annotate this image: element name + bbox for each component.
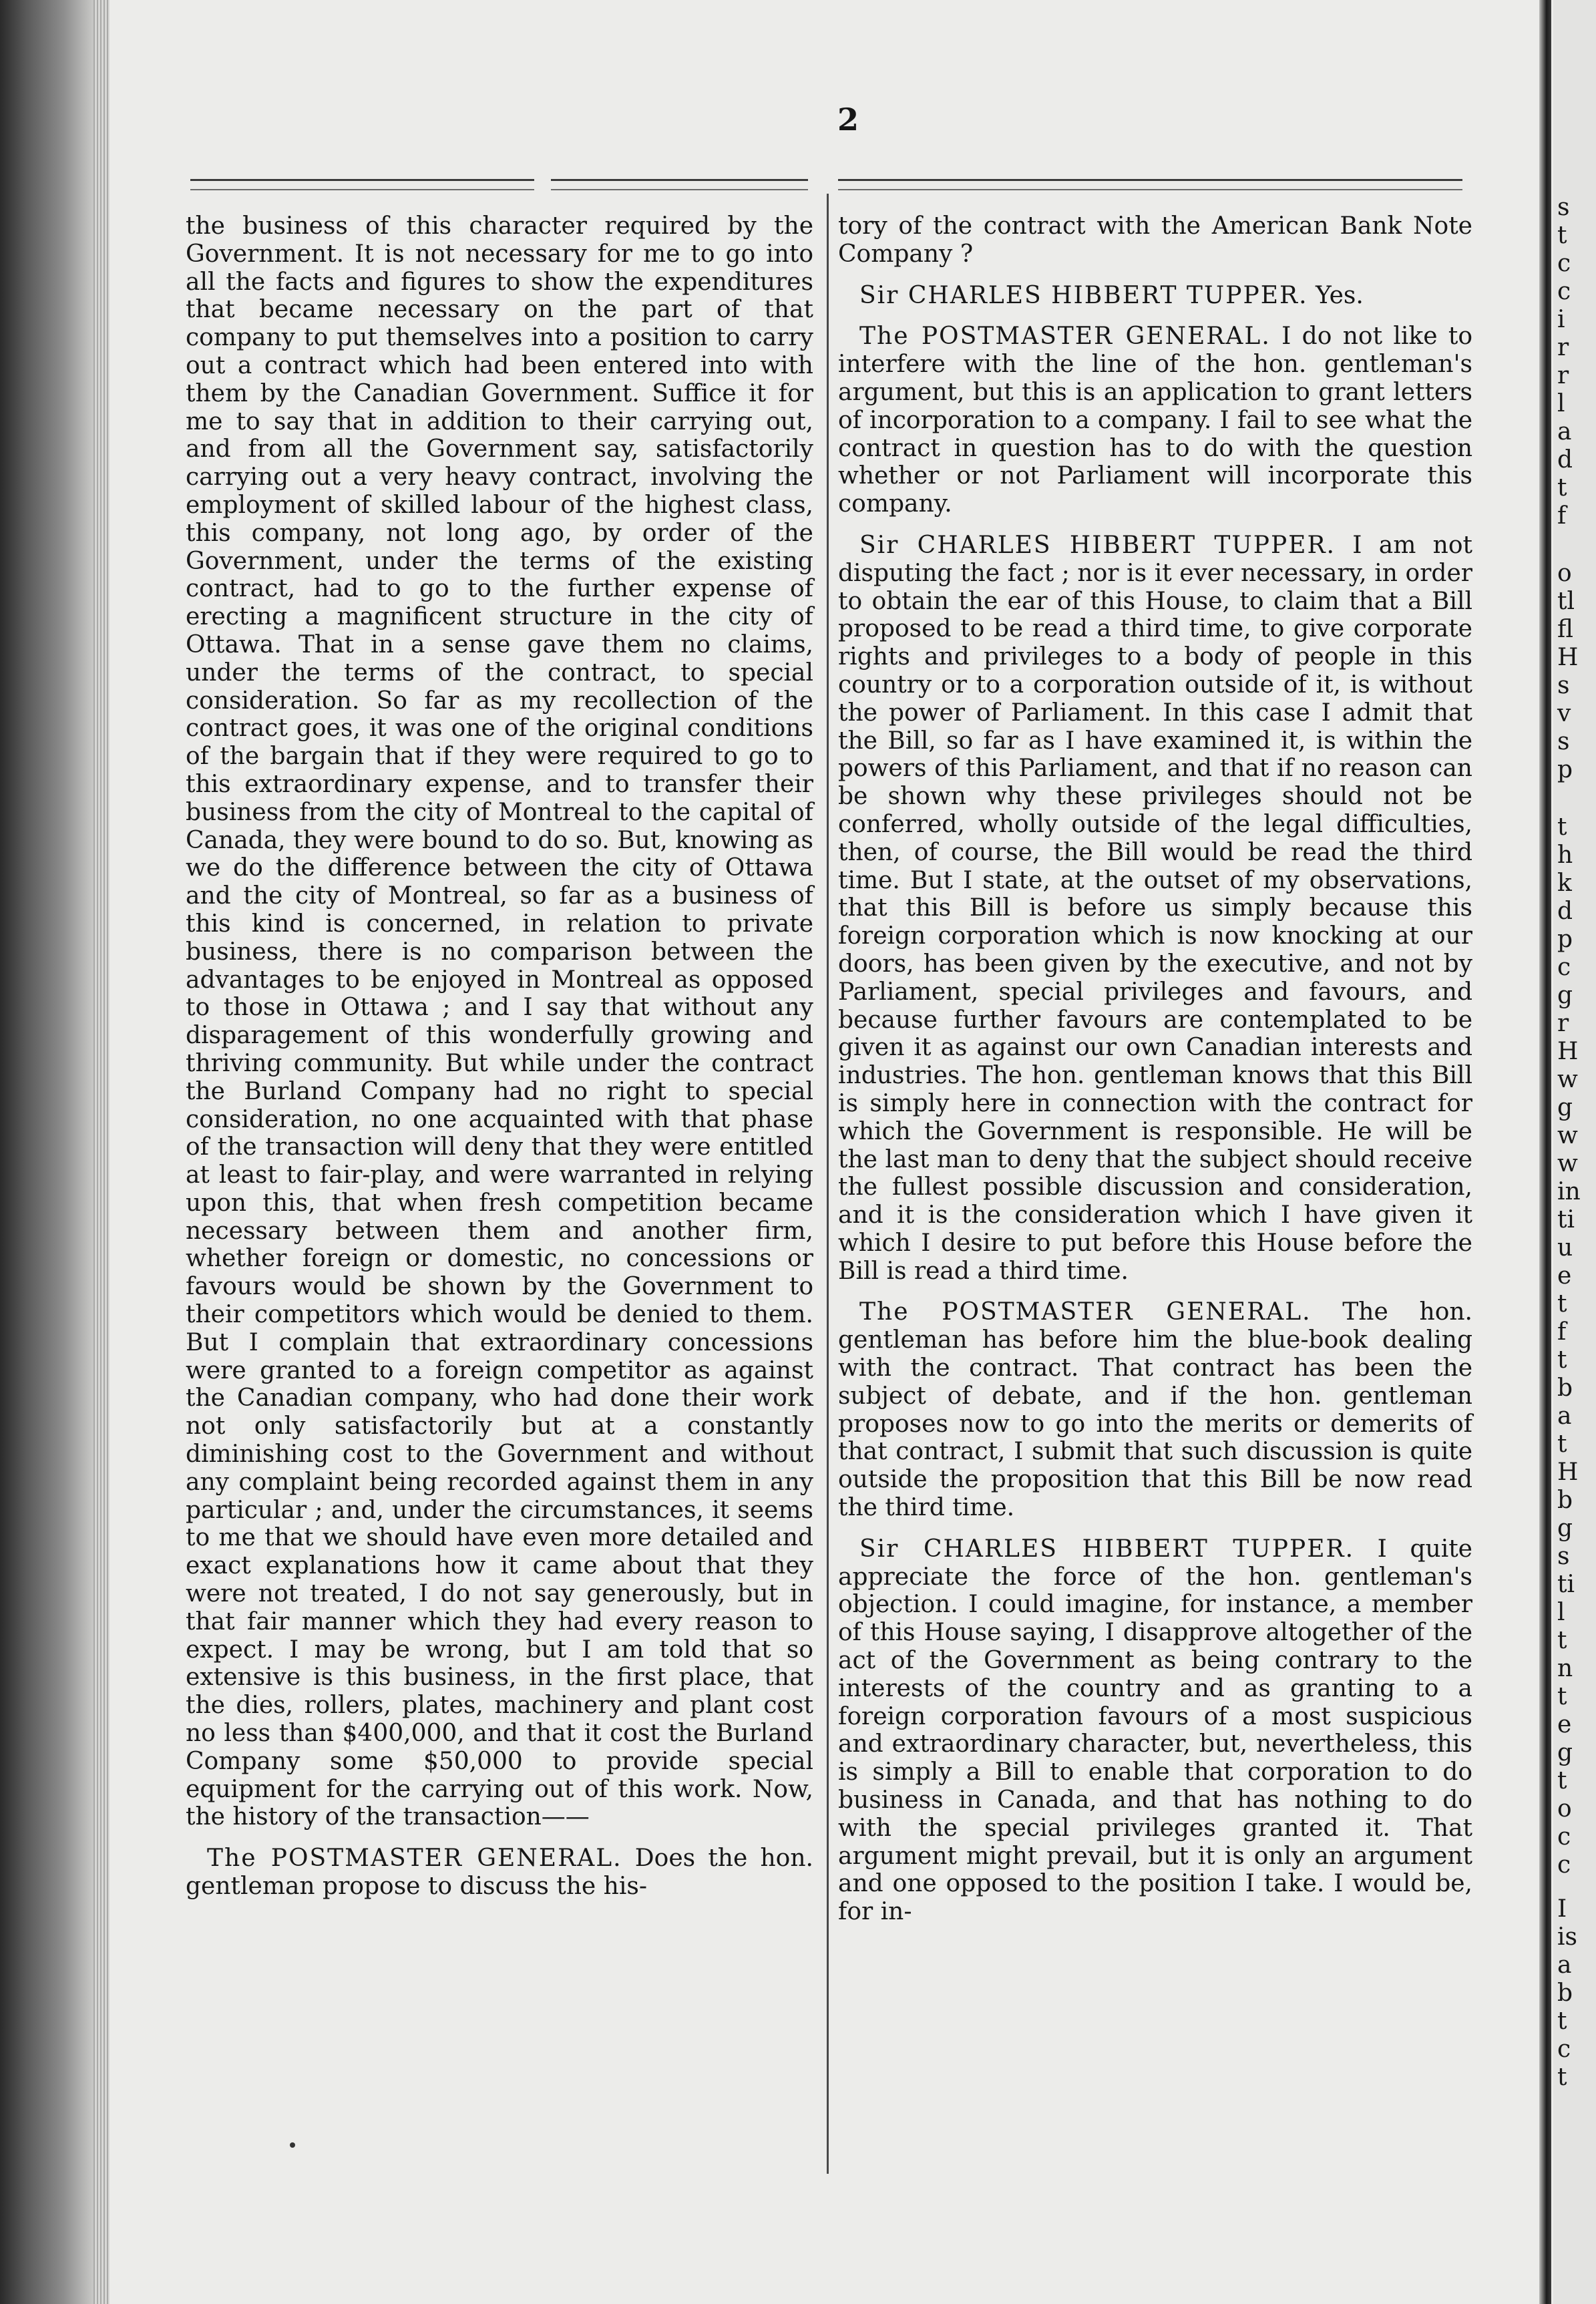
paragraph-text: Does the hon. gentleman propose to discuss the his- — [186, 1845, 813, 1901]
adjacent-page-letter: u — [1557, 1234, 1573, 1262]
speaker-name: Sir CHARLES HIBBERT TUPPER. — [859, 1535, 1355, 1563]
adjacent-page-letter: s — [1557, 672, 1570, 699]
adjacent-page-fragment — [1553, 0, 1596, 2304]
paragraph — [838, 323, 1472, 518]
adjacent-page-letter: t — [1557, 2064, 1567, 2091]
paragraph-text: tory of the contract with the American Bank Note Company ? — [838, 212, 1472, 268]
adjacent-page-letter: p — [1557, 926, 1573, 953]
adjacent-page-letter: h — [1557, 841, 1573, 869]
adjacent-page-letter: p — [1557, 756, 1573, 783]
adjacent-page-letter: g — [1557, 1094, 1573, 1121]
adjacent-page-letter: o — [1557, 560, 1572, 587]
page-edges — [93, 0, 110, 2304]
adjacent-page-letter: a — [1557, 418, 1572, 445]
adjacent-page-letter: r — [1557, 1010, 1569, 1037]
adjacent-page-letter: s — [1557, 728, 1570, 755]
adjacent-page-letter: t — [1557, 813, 1567, 841]
speaker-name: The POSTMASTER GENERAL. — [859, 323, 1271, 351]
paragraph — [186, 1845, 813, 1901]
paragraph-text: I quite appreciate the force of the hon. gentleman's objection. I could imagine, for instance, a member of this House saying, I disapprove altogether of the act of the Government as being contrary to the interests of the country and as granting to a foreign corporation favours of a most suspicious and extraordinary character, but, nevertheless, this is simply a Bill to enable that corporation to do business in Canada, and that has nothing to do with the special privileges granted it. That argument might prevail, but it is only an argument and one opposed to the position I take. I would be, for in- — [838, 1535, 1472, 1926]
adjacent-page-letter: s — [1557, 194, 1570, 221]
adjacent-page-letter: n — [1557, 1655, 1573, 1682]
adjacent-page-letter: w — [1557, 1122, 1578, 1149]
adjacent-page-letter: c — [1557, 1823, 1571, 1851]
book-binding-shadow — [0, 0, 107, 2304]
adjacent-page-letter: c — [1557, 278, 1571, 305]
speaker-name: Sir CHARLES HIBBERT TUPPER. — [859, 281, 1308, 309]
adjacent-page-letter: t — [1557, 1430, 1567, 1458]
adjacent-page-letter: ti — [1557, 1571, 1575, 1598]
adjacent-page-letter: w — [1557, 1150, 1578, 1177]
adjacent-page-letter: s — [1557, 1543, 1570, 1570]
speaker-name: The POSTMASTER GENERAL. — [859, 1298, 1312, 1326]
adjacent-page-letter: l — [1557, 1599, 1565, 1626]
adjacent-page-letter: H — [1557, 1459, 1579, 1486]
header-rule — [190, 179, 534, 190]
paragraph-text: Yes. — [1315, 281, 1364, 309]
paragraph — [838, 532, 1472, 1286]
adjacent-page-letter: d — [1557, 898, 1573, 925]
paragraph — [838, 212, 1472, 268]
left-column — [186, 212, 813, 1901]
adjacent-page-letter: t — [1557, 474, 1567, 502]
paragraph — [838, 282, 1472, 310]
adjacent-page-letter: w — [1557, 1066, 1578, 1093]
adjacent-page-letter: k — [1557, 870, 1572, 897]
adjacent-page-letter: g — [1557, 1515, 1573, 1542]
ink-speck — [290, 2142, 295, 2148]
paragraph-text: I am not disputing the fact ; nor is it ever necessary, in order to obtain the ear of this House, to claim that a Bill proposed to be read a third time, to give corporate rights and privileges to a body of people in this country or to a corporation outside of it, is without the power of Parliament. In this case I admit that the Bill, so far as I have examined it, is within the powers of this Parliament, and that if no reason can be shown why these privileges should not be conferred, wholly outside of the legal difficulties, then, of course, the Bill would be read the third time. But I state, at the outset of my observations, that this Bill is before us simply because this foreign corporation which is now knocking at our doors, has been given by the executive, and not by Parliament, special privileges and favours, and because further favours are contemplated to be given it as against our own Canadian interests and industries. The hon. gentleman knows that this Bill is simply here in connection with the contract for which the Government is responsible. He will be the last man to deny that the subject should receive the fullest possible discussion and consideration, and it is the consideration which I have given it which I desire to put before this House before the Bill is read a third time. — [838, 531, 1472, 1285]
paragraph-text: the business of this character required by the Government. It is not necessary for me to go into all the facts and figures to show the expenditures that became necessary on the part of that company to put themselves into a position to carry out a contract which had been entered into with them by the Canadian Government. Suffice it for me to say that in addition to their carrying out, and from all the Government say, satisfactorily carrying out a very heavy contract, involving the employment of skilled labour of the highest class, this company, not long ago, by order of the Government, under the terms of the existing contract, had to go to the further expense of erecting a magnificent structure in the city of Ottawa. That in a sense gave them no claims, under the terms of the contract, to special consideration. So far as my recollection of the contract goes, it was one of the original conditions of the bargain that if they were required to go to this extraordinary expense, and to transfer their business from the city of Montreal to the capital of Canada, they were bound to do so. But, knowing as we do the difference between the city of Ottawa and the city of Montreal, so far as a business of this kind is concerned, in relation to private business, there is no comparison between the advantages to be enjoyed in Montreal as opposed to those in Ottawa ; and I say that without any disparagement of this wonderfully growing and thriving community. But while under the contract the Burland Company had no right to special consideration, no one acquainted with that phase of the transaction will deny that they were entitled at least to fair-play, and were warranted in relying upon this, that when fresh competition became necessary between them and another firm, whether foreign or domestic, no concessions or favours would be shown by the Government to their competitors which would be denied to them. But I complain that extraordinary concessions were granted to a foreign competitor as against the Canadian company, who had done their work not only satisfactorily but at a constantly diminishing cost to the Government and without any complaint being recorded against them in any particular ; and, under the circumstances, it seems to me that we should have even more detailed and exact explanations how it came about that they were not treated, I do not say generously, but in that fair manner which they had every reason to expect. I may be wrong, but I am told that so extensive is this business, in the first place, that the dies, rollers, plates, machinery and plant cost no less than $400,000, and that it cost the Burland Company some $50,000 to provide special equipment for the carrying out of this work. Now, the history of the transaction—— — [186, 212, 813, 1831]
paragraph — [838, 1535, 1472, 1926]
adjacent-page-letter: fl — [1557, 616, 1574, 643]
adjacent-page-letter: t — [1557, 1346, 1567, 1374]
adjacent-page-letter: g — [1557, 982, 1573, 1009]
adjacent-page-letter: t — [1557, 1627, 1567, 1654]
adjacent-page-letter: b — [1557, 1487, 1573, 1514]
adjacent-page-letter: i — [1557, 306, 1565, 333]
adjacent-page-letter: t — [1557, 1683, 1567, 1710]
adjacent-page-letter: c — [1557, 954, 1571, 981]
adjacent-page-letter: a — [1557, 1402, 1572, 1430]
adjacent-page-letter: v — [1557, 700, 1571, 727]
adjacent-page-letter: t — [1557, 222, 1567, 249]
adjacent-page-letter: b — [1557, 1374, 1573, 1402]
adjacent-page-letter: f — [1557, 502, 1567, 530]
adjacent-page-letter: r — [1557, 362, 1569, 389]
paragraph — [838, 1298, 1472, 1521]
adjacent-page-letter: d — [1557, 446, 1573, 473]
adjacent-page-letter: t — [1557, 2007, 1567, 2035]
adjacent-page-letter: l — [1557, 390, 1565, 417]
adjacent-page-letter: e — [1557, 1711, 1572, 1738]
adjacent-page-letter: t — [1557, 1767, 1567, 1794]
paragraph — [186, 212, 813, 1831]
adjacent-page-letter: in — [1557, 1178, 1581, 1205]
header-rule — [838, 179, 1462, 190]
page-number: 2 — [837, 102, 859, 138]
adjacent-page-letter: c — [1557, 1851, 1571, 1879]
adjacent-page-letter: I — [1557, 1895, 1567, 1923]
speaker-name: Sir CHARLES HIBBERT TUPPER. — [859, 531, 1336, 559]
paragraph-text: I do not like to interfere with the line of the hon. gentleman's argument, but this is an application to grant letters of incorporation to a company. I fail to see what the contract in question has to do with the question whether or not Parliament will incorporate this company. — [838, 323, 1472, 518]
adjacent-page-letter: c — [1557, 250, 1571, 277]
paragraph-text: The hon. gentleman has before him the blue-book dealing with the contract. That contract has been the subject of debate, and if the hon. gentleman proposes now to go into the merits or demerits of that contract, I submit that such discussion is quite outside the proposition that this Bill be now read the third time. — [838, 1298, 1472, 1522]
adjacent-page-letter: b — [1557, 1979, 1573, 2007]
adjacent-page-letter: e — [1557, 1262, 1572, 1290]
adjacent-page-letter: ti — [1557, 1206, 1575, 1233]
adjacent-page-letter: a — [1557, 1951, 1572, 1979]
adjacent-page-letter: H — [1557, 1038, 1579, 1065]
adjacent-page-letter: g — [1557, 1739, 1573, 1766]
page-gutter — [1539, 0, 1551, 2304]
column-separator — [827, 194, 829, 2174]
adjacent-page-letter: is — [1557, 1923, 1577, 1951]
speaker-name: The POSTMASTER GENERAL. — [207, 1845, 622, 1873]
adjacent-page-letter: c — [1557, 2036, 1571, 2063]
adjacent-page-letter: tl — [1557, 588, 1575, 615]
adjacent-page-letter: H — [1557, 644, 1579, 671]
adjacent-page-letter: t — [1557, 1290, 1567, 1318]
right-column — [838, 212, 1472, 1926]
adjacent-page-letter: f — [1557, 1318, 1567, 1346]
adjacent-page-letter: r — [1557, 334, 1569, 361]
header-rule — [551, 179, 808, 190]
adjacent-page-letter: o — [1557, 1795, 1572, 1822]
